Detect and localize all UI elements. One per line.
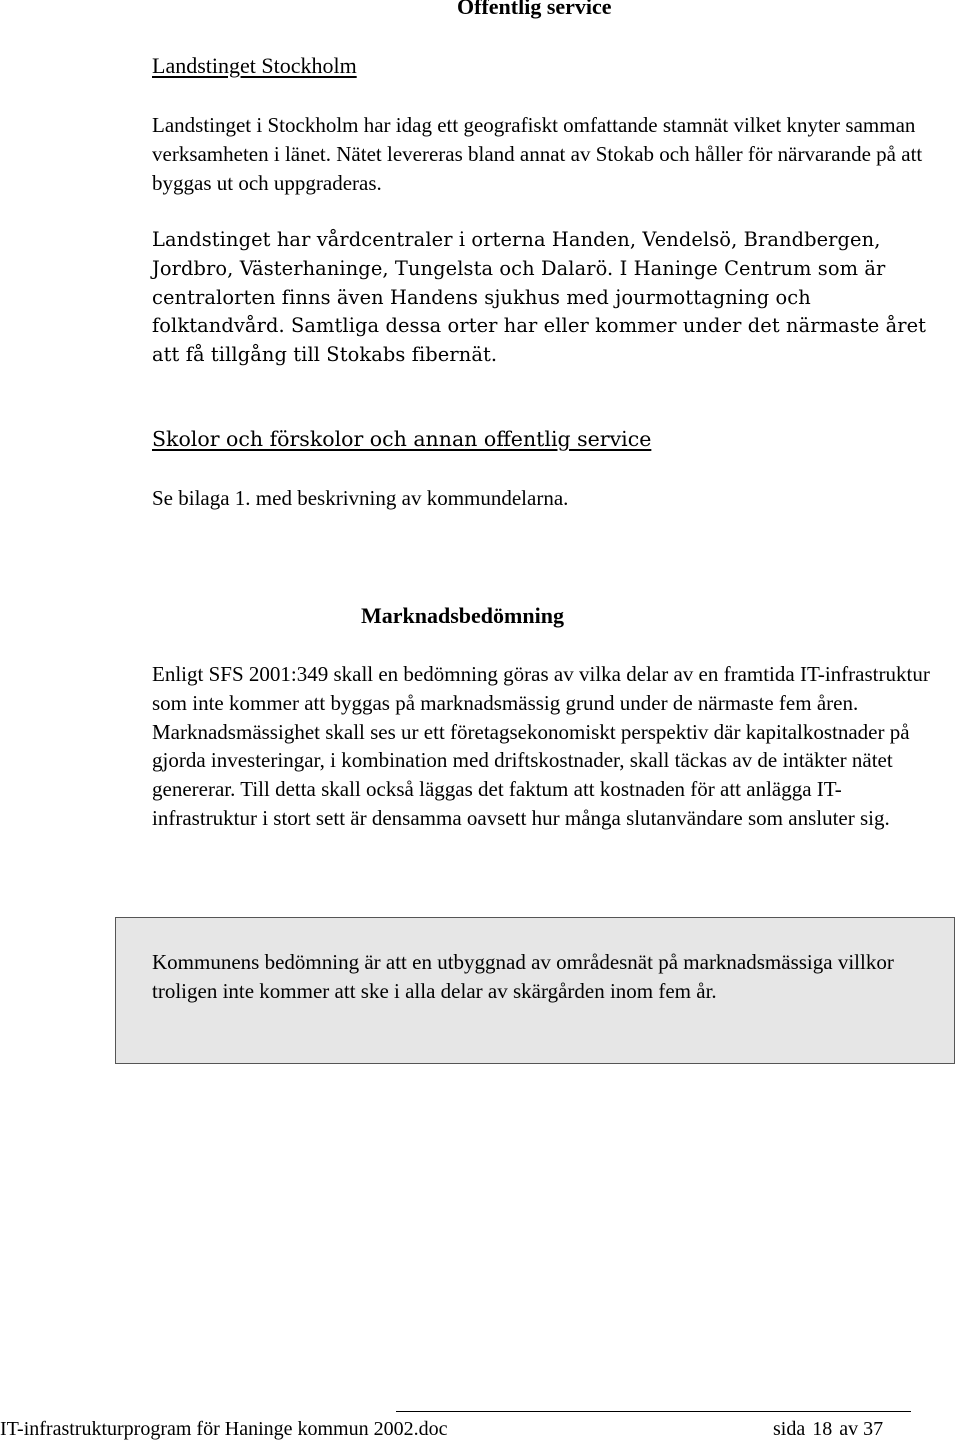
assessment-text: Kommunens bedömning är att en utbyggnad av områdesnät på marknadsmässiga villkor troligen inte kommer att ske i alla delar av skärgården inom fem år. xyxy=(152,950,894,1003)
paragraph-landsting-healthcare: Landstinget har vårdcentraler i orterna Handen, Vendelsö, Brandbergen, Jordbro, Västerhaninge, Tungelsta och Dalarö. I Haninge Centrum som är centralorten finns även Handens sjukhus med jourmottagning och folktandvård. Samtliga dessa orter har eller kommer under det närmaste året att få tillgång till Stokabs fibernät. xyxy=(152,228,927,367)
footer-page-of: av xyxy=(839,1418,859,1440)
footer-page-total: 37 xyxy=(863,1418,884,1440)
section-heading-schools: Skolor och förskolor och annan offentlig service xyxy=(152,427,652,451)
paragraph-landsting-network: Landstinget i Stockholm har idag ett geografiskt omfattande stamnät vilket knyter samman verksamheten i länet. Nätet levereras bland annat av Stokab och håller för närvarande på att byggas ut och uppgraderas. xyxy=(152,113,923,195)
footer-page-current: 18 xyxy=(812,1418,833,1440)
section-heading-landsting: Landstinget Stockholm xyxy=(152,53,357,78)
footer-divider xyxy=(396,1411,911,1412)
footer-document-name: IT-infrastrukturprogram för Haninge kommun 2002.doc xyxy=(0,1418,448,1440)
footer-page-number xyxy=(773,1418,883,1441)
paragraph-market-assessment: Enligt SFS 2001:349 skall en bedömning göras av vilka delar av en framtida IT-infrastruktur som inte kommer att byggas på marknadsmässig grund under de närmaste fem åren. Marknadsmässighet skall ses ur ett företagsekonomiskt perspektiv där kapitalkostnader på gjorda investeringar, i kombination med driftskostnader, skall täckas av de intäkter nätet genererar. Till detta skall också läggas det faktum att kostnaden för att anlägga IT-infrastruktur i stort sett är densamma oavsett hur många slutanvändare som ansluter sig. xyxy=(152,662,930,830)
section-heading-market: Marknadsbedömning xyxy=(361,603,564,628)
assessment-box xyxy=(115,917,955,1064)
page-title: Offentlig service xyxy=(457,0,612,19)
footer-page-label: sida xyxy=(773,1418,806,1440)
paragraph-schools-reference: Se bilaga 1. med beskrivning av kommundelarna. xyxy=(152,486,569,510)
